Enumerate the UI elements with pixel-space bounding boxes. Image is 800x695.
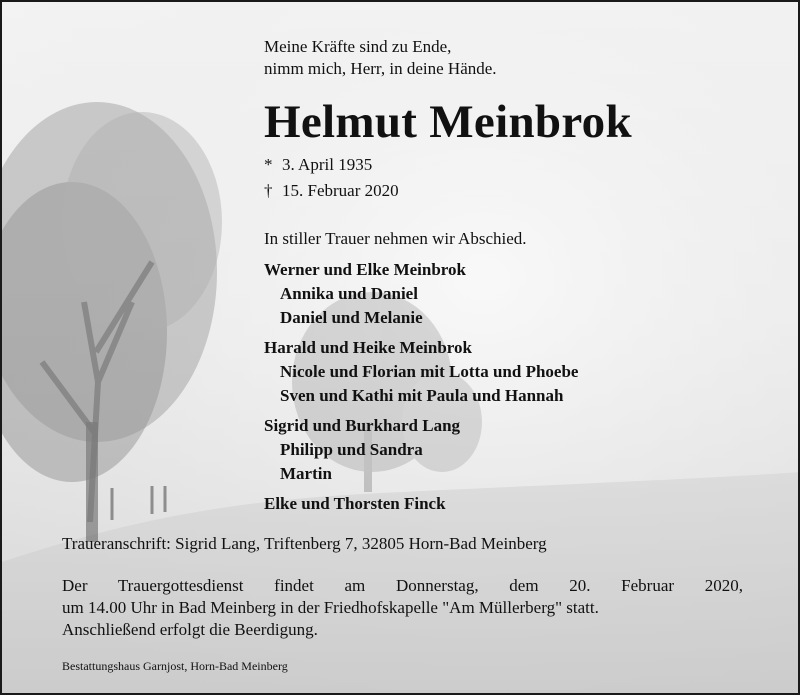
life-dates	[264, 152, 399, 204]
death-date: 15. Februar 2020	[282, 181, 399, 200]
birth-date-row	[264, 152, 399, 178]
mourner-group-head: Harald und Heike Meinbrok	[264, 338, 472, 357]
mourner-group-head: Sigrid und Burkhard Lang	[264, 416, 461, 435]
mourner-member: Annika und Daniel	[280, 284, 418, 303]
deceased-name: Helmut Meinbrok	[264, 96, 632, 148]
mourner-member: Philipp und Sandra	[280, 440, 423, 459]
memorial-verse	[264, 36, 497, 80]
verse-line-1: Meine Kräfte sind zu Ende,	[264, 37, 452, 56]
mourner-group	[264, 336, 578, 408]
service-line-3: Anschließend erfolgt die Beerdigung.	[62, 620, 318, 639]
death-cross-icon: †	[264, 181, 273, 200]
service-line-1: Der Trauergottesdienst findet am Donnerstag, dem 20. Februar 2020,	[62, 576, 743, 595]
service-info	[62, 575, 743, 641]
birth-star-icon: *	[264, 155, 273, 174]
verse-line-2: nimm mich, Herr, in deine Hände.	[264, 59, 497, 78]
mourner-member: Daniel und Melanie	[280, 308, 423, 327]
mourner-group	[264, 492, 578, 516]
mourner-group	[264, 414, 578, 486]
mourner-group-head: Elke und Thorsten Finck	[264, 494, 446, 513]
mourner-member: Nicole und Florian mit Lotta und Phoebe	[280, 362, 579, 381]
mourner-member: Sven und Kathi mit Paula und Hannah	[280, 386, 564, 405]
death-date-row	[264, 178, 399, 204]
farewell-text: In stiller Trauer nehmen wir Abschied.	[264, 229, 527, 248]
service-line-2: um 14.00 Uhr in Bad Meinberg in der Friedhofskapelle "Am Müllerberg" statt.	[62, 598, 599, 617]
mourners-list	[264, 258, 578, 522]
mourner-group	[264, 258, 578, 330]
funeral-home: Bestattungshaus Garnjost, Horn-Bad Meinberg	[62, 659, 288, 673]
birth-date: 3. April 1935	[282, 155, 373, 174]
mourner-member: Martin	[280, 464, 332, 483]
condolence-address: Traueranschrift: Sigrid Lang, Triftenberg 7, 32805 Horn-Bad Meinberg	[62, 534, 547, 553]
mourner-group-head: Werner und Elke Meinbrok	[264, 260, 466, 279]
